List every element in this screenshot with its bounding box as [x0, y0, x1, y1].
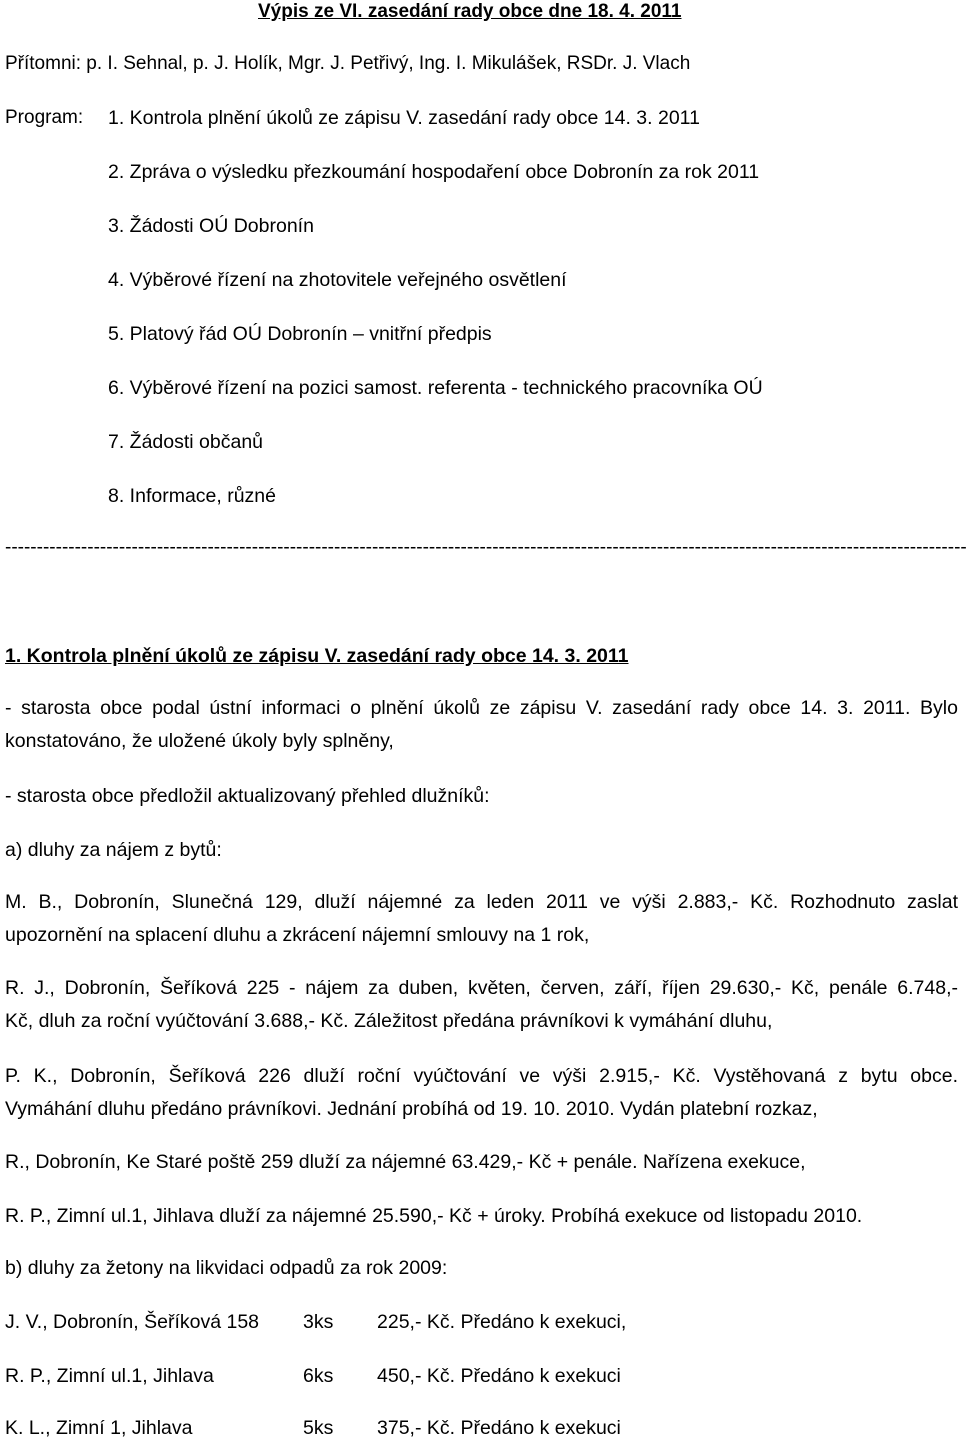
section-heading: 1. Kontrola plnění úkolů ze zápisu V. zasedání rady obce 14. 3. 2011: [5, 645, 629, 667]
debtor-name: R. P., Zimní ul.1, Jihlava: [5, 1365, 214, 1387]
program-label: Program:: [5, 107, 84, 128]
debtor-name: K. L., Zimní 1, Jihlava: [5, 1417, 193, 1439]
debt-entry: [5, 886, 958, 952]
paragraph-line: P. K., Dobronín, Šeříková 226 dluží roční vyúčtování ve výši 2.915,- Kč. Vystěhovaná z bytu obce.: [5, 1065, 958, 1087]
debt-entry: R. P., Zimní ul.1, Jihlava dluží za nájemné 25.590,- Kč + úroky. Probíhá exekuce od listopadu 2010.: [5, 1205, 863, 1227]
paragraph-line: - starosta obce podal ústní informaci o plnění úkolů ze zápisu V. zasedání rady obce 14. 3. 2011. Bylo: [5, 697, 958, 719]
debt-entry: R., Dobronín, Ke Staré poště 259 dluží za nájemné 63.429,- Kč + penále. Nařízena exekuce,: [5, 1151, 806, 1173]
token-count: 5ks: [303, 1417, 334, 1439]
program-item: 4. Výběrové řízení na zhotovitele veřejného osvětlení: [108, 269, 567, 291]
paragraph-line: upozornění na splacení dluhu a zkrácení nájemní smlouvy na 1 rok,: [5, 924, 590, 946]
debt-entry: [5, 1060, 958, 1126]
debt-amount: 375,- Kč. Předáno k exekuci: [377, 1417, 621, 1439]
subheading-rent-debts: a) dluhy za nájem z bytů:: [5, 839, 222, 861]
debtors-intro: - starosta obce předložil aktualizovaný přehled dlužníků:: [5, 785, 490, 807]
paragraph-line: Kč, dluh za roční vyúčtování 3.688,- Kč. Záležitost předána právníkovi k vymáhání dluhu,: [5, 1010, 773, 1032]
separator-line: --------------------------------------------------------------------------------------------------------------------------------------------------------: [5, 537, 967, 558]
token-count: 3ks: [303, 1311, 334, 1333]
document-title: Výpis ze VI. zasedání rady obce dne 18. 4. 2011: [258, 1, 682, 22]
program-item: 6. Výběrové řízení na pozici samost. referenta - technického pracovníka OÚ: [108, 377, 763, 399]
program-item: 8. Informace, různé: [108, 485, 276, 507]
paragraph-tasks: [5, 692, 958, 758]
paragraph-line: R. J., Dobronín, Šeříková 225 - nájem za duben, květen, červen, září, říjen 29.630,- Kč, penále 6.748,-: [5, 977, 958, 999]
program-item: 7. Žádosti občanů: [108, 431, 264, 453]
subheading-token-debts: b) dluhy za žetony na likvidaci odpadů za rok 2009:: [5, 1257, 448, 1279]
attendance-line: Přítomni: p. I. Sehnal, p. J. Holík, Mgr. J. Petřivý, Ing. I. Mikulášek, RSDr. J. Vlach: [5, 53, 691, 74]
token-count: 6ks: [303, 1365, 334, 1387]
program-item: 3. Žádosti OÚ Dobronín: [108, 215, 314, 237]
debt-entry: [5, 972, 958, 1038]
program-item: 5. Platový řád OÚ Dobronín – vnitřní předpis: [108, 323, 492, 345]
paragraph-line: M. B., Dobronín, Slunečná 129, dluží nájemné za leden 2011 ve výši 2.883,- Kč. Rozhodnuto zaslat: [5, 891, 958, 913]
debtor-name: J. V., Dobronín, Šeříková 158: [5, 1311, 260, 1333]
program-item: 1. Kontrola plnění úkolů ze zápisu V. zasedání rady obce 14. 3. 2011: [108, 107, 700, 129]
debt-amount: 450,- Kč. Předáno k exekuci: [377, 1365, 621, 1387]
program-item: 2. Zpráva o výsledku přezkoumání hospodaření obce Dobronín za rok 2011: [108, 161, 760, 183]
paragraph-line: Vymáhání dluhu předáno právníkovi. Jednání probíhá od 19. 10. 2010. Vydán platební rozkaz,: [5, 1098, 818, 1120]
debt-amount: 225,- Kč. Předáno k exekuci,: [377, 1311, 627, 1333]
paragraph-line: konstatováno, že uložené úkoly byly splněny,: [5, 730, 394, 752]
